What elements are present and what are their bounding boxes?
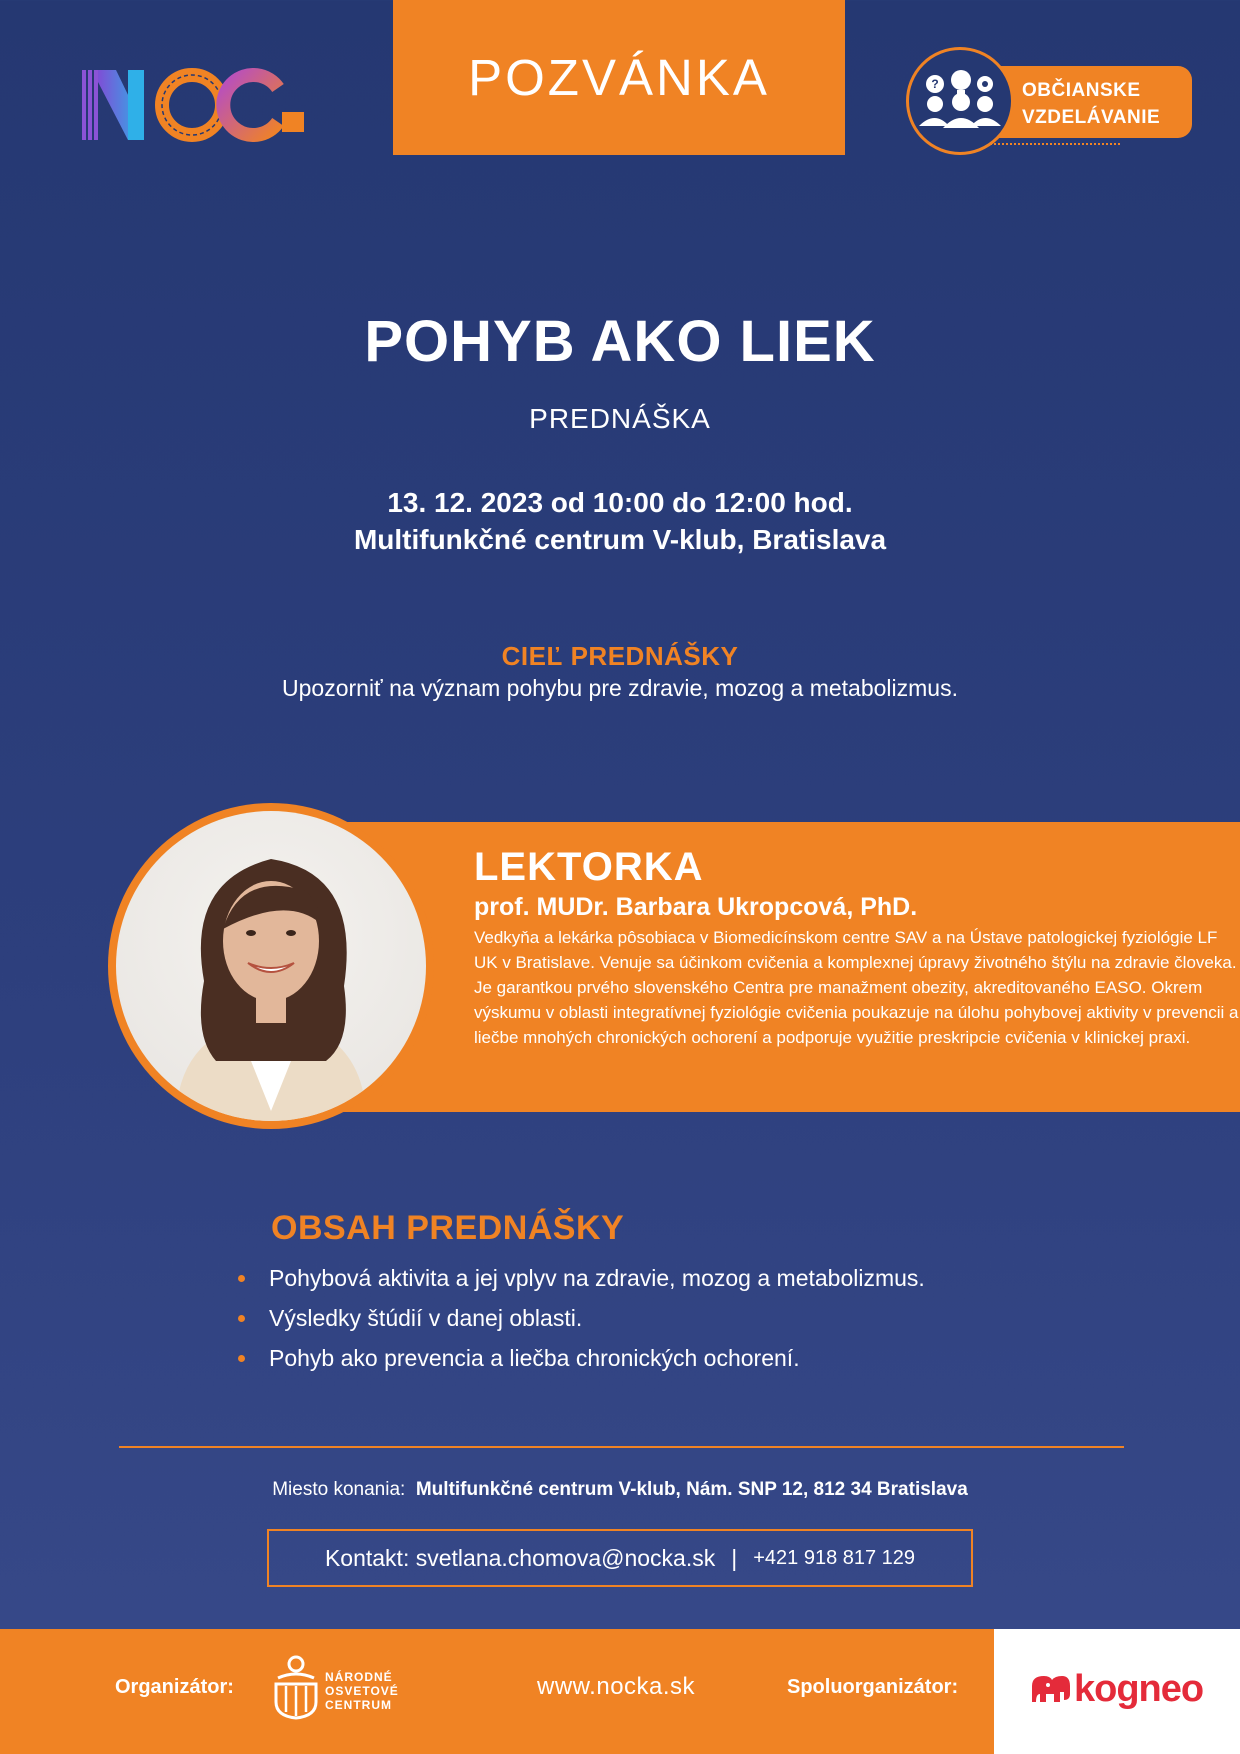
noc-letter-n — [82, 70, 144, 140]
lecturer-photo — [116, 811, 426, 1121]
event-title: POHYB AKO LIEK — [364, 309, 876, 374]
place-value: Multifunkčné centrum V-klub, Nám. SNP 12, 812 34 Bratislava — [415, 1479, 968, 1500]
nocka-logo-text: NÁRODNÉ OSVETOVÉ CENTRUM — [325, 1670, 399, 1712]
kogneo-wordmark: kogneo — [1074, 1668, 1204, 1710]
goal-text: Upozorniť na význam pohybu pre zdravie, mozog a metabolizmus. — [282, 675, 958, 701]
divider — [119, 1446, 1124, 1448]
place-label: Miesto konania: — [272, 1479, 406, 1500]
noc-logo — [82, 68, 310, 142]
svg-text:?: ? — [931, 77, 939, 91]
elephant-icon — [1028, 1672, 1072, 1708]
event-datetime: 13. 12. 2023 od 10:00 do 12:00 hod. — [387, 487, 853, 518]
civic-education-badge: OBČIANSKE VZDELÁVANIE — [1022, 80, 1161, 128]
lecturer-bio: Vedkyňa a lekárka pôsobiaca v Biomedicínskom centre SAV a na Ústave patologickej fyziológie LF UK v Bratislave. Venuje sa účinkom cvičenia a komplexnej úpravy životného štýlu na zdravie človeka. Je garantkou prvého slovenského Centra pre manažment obezity, akreditovaného EASO. Okrem výskumu v oblasti integratívnej fyziológie cvičenia poukazuje na úlohu pohybovej aktivity v prevencii a liečbe mnohých chronických ochorení a podporuje využitie preskripcie cvičenia v klinickej praxi. — [474, 928, 1239, 1047]
badge-dotted-line — [990, 143, 1120, 145]
noc-letter-o — [162, 75, 222, 135]
coorganizer-label: Spoluorganizátor: — [787, 1676, 959, 1698]
website-link[interactable]: www.nocka.sk — [537, 1673, 696, 1700]
event-type: PREDNÁŠKA — [529, 403, 711, 434]
content-list — [236, 1258, 925, 1378]
nocka-logo-icon — [272, 1654, 320, 1720]
lecturer-name: prof. MUDr. Barbara Ukropcová, PhD. — [474, 893, 918, 921]
invitation-banner: POZVÁNKA — [393, 0, 845, 155]
contact-separator: | — [731, 1544, 738, 1571]
kogneo-logo — [1028, 1668, 1203, 1711]
list-item: Pohybová aktivita a jej vplyv na zdravie, mozog a metabolizmus. — [236, 1258, 925, 1298]
noc-letter-c — [223, 75, 304, 135]
contact-email-link[interactable]: svetlana.chomova@nocka.sk — [415, 1544, 716, 1571]
content-heading: OBSAH PREDNÁŠKY — [271, 1209, 625, 1247]
organizer-label: Organizátor: — [115, 1676, 234, 1698]
civic-education-icon — [906, 47, 1014, 155]
contact-box — [267, 1529, 973, 1587]
place-line — [0, 1479, 1240, 1501]
contact-phone[interactable]: +421 918 817 129 — [753, 1546, 916, 1569]
list-item: Výsledky štúdií v danej oblasti. — [236, 1298, 925, 1338]
lecturer-heading: LEKTORKA — [474, 845, 704, 889]
event-venue: Multifunkčné centrum V-klub, Bratislava — [353, 524, 887, 555]
goal-heading: CIEĽ PREDNÁŠKY — [501, 641, 739, 671]
list-item: Pohyb ako prevencia a liečba chronických ochorení. — [236, 1338, 925, 1378]
contact-label: Kontakt: — [324, 1544, 410, 1571]
